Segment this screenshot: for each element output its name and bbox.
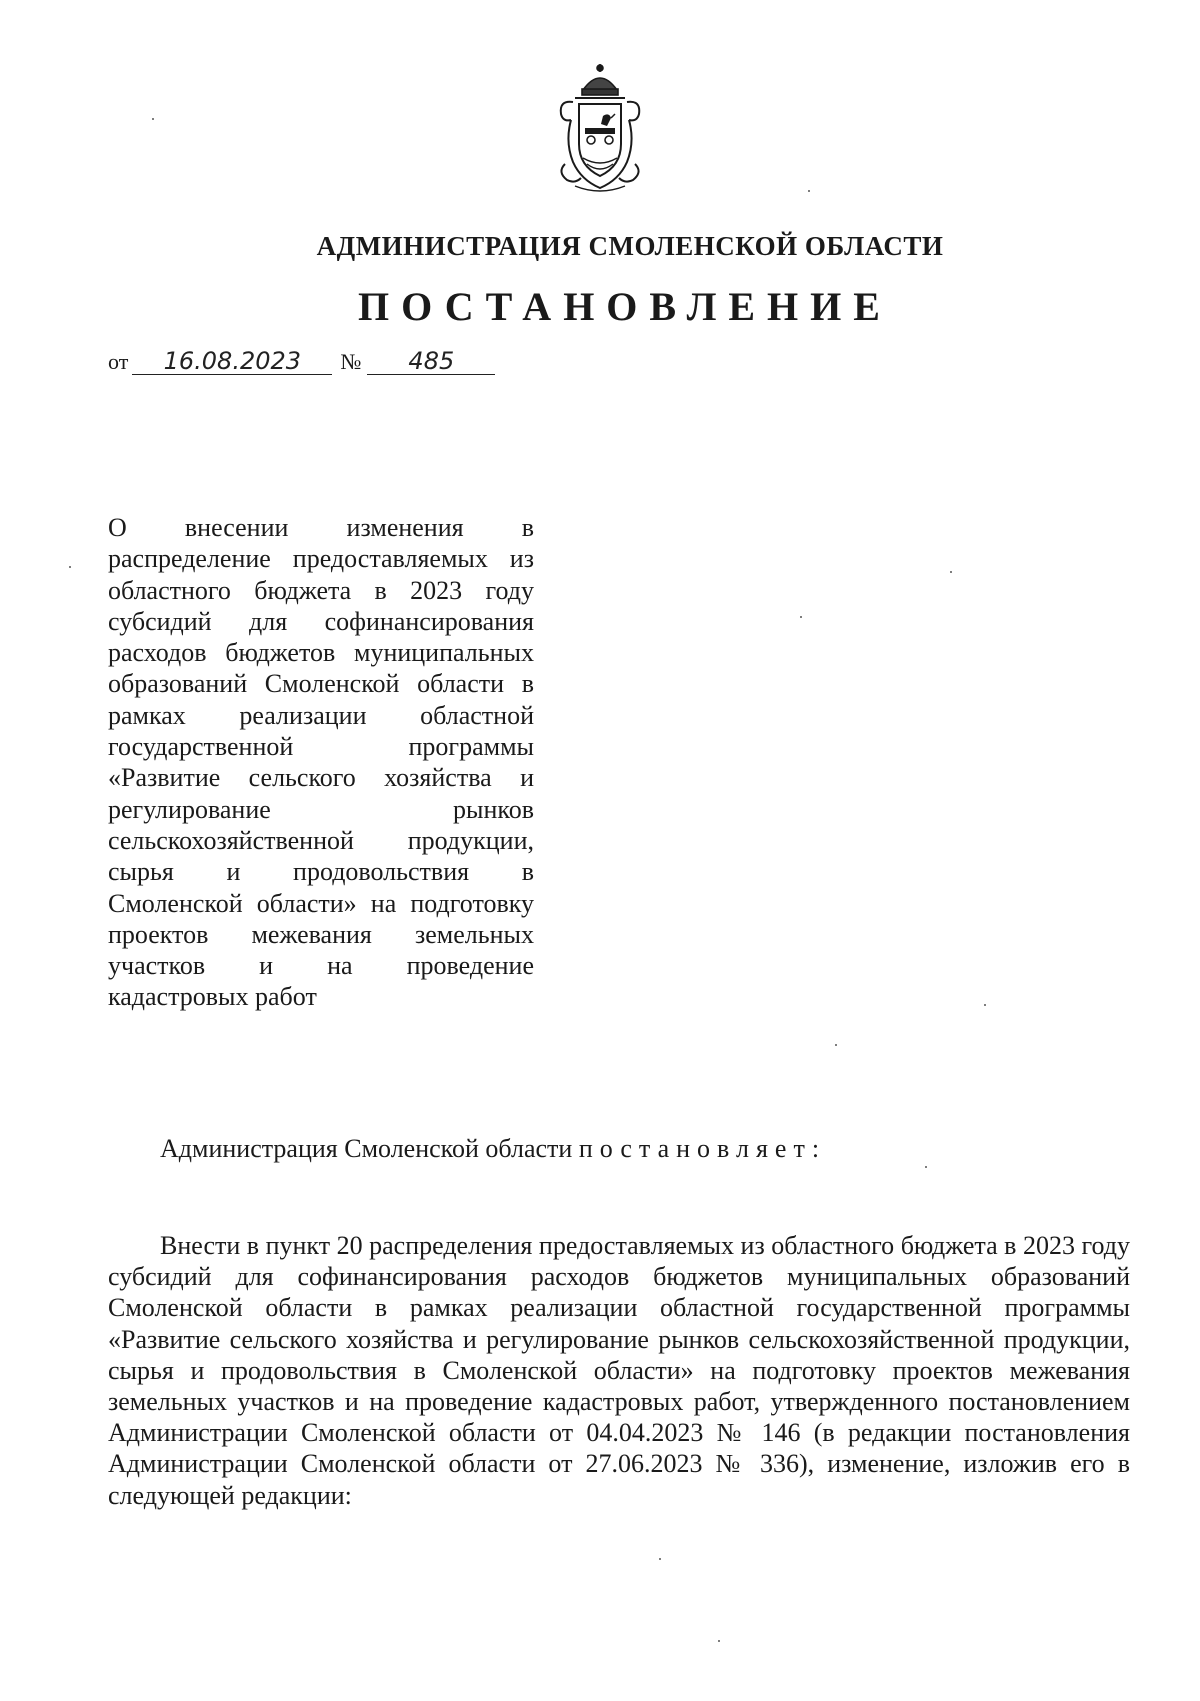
resolution-verb: постановляет: — [578, 1134, 827, 1163]
resolution-line — [160, 1134, 826, 1164]
document-type: ПОСТАНОВЛЕНИЕ — [358, 284, 892, 329]
smolensk-coat-of-arms-icon — [545, 62, 655, 197]
organization-title: АДМИНИСТРАЦИЯ СМОЛЕНСКОЙ ОБЛАСТИ — [316, 231, 944, 261]
scan-speck — [808, 190, 810, 192]
scan-speck — [984, 1004, 986, 1006]
document-date: 16.08.2023 — [132, 348, 332, 375]
scan-speck — [800, 616, 802, 618]
document-number: 485 — [367, 348, 495, 375]
resolution-prefix: Администрация Смоленской области — [160, 1134, 573, 1163]
body-paragraph: Внести в пункт 20 распределения предоставляемых из областного бюджета в 2023 году субсидий для софинансирования расходов бюджетов муниципальных образований Смоленской области в рамках реализации областной государственной программы «Развитие сельского хозяйства и регулирование рынков сельскохозяйственной продукции, сырья и продовольствия в Смоленской области» на подготовку проектов межевания земельных участков и на проведение кадастровых работ, утвержденного постановлением Администрации Смоленской области от 04.04.2023 № 146 (в редакции постановления Администрации Смоленской области от 27.06.2023 № 336), изменение, изложив его в следующей редакции: — [108, 1231, 1130, 1510]
scan-speck — [925, 1166, 927, 1168]
date-prefix: от — [108, 349, 129, 374]
scan-speck — [835, 1044, 837, 1046]
scan-speck — [718, 1640, 720, 1642]
scan-speck — [152, 118, 154, 120]
scan-speck — [659, 1558, 661, 1560]
document-subject: О внесении изменения в распределение предоставляемых из областного бюджета в 2023 году субсидий для софинансирования расходов бюджетов муниципальных образований Смоленской области в рамках реализации областной государственной программы «Развитие сельского хозяйства и регулирование рынков сельскохозяйственной продукции, сырья и продовольствия в Смоленской области» на подготовку проектов межевания земельных участков и на проведение кадастровых работ — [108, 513, 534, 1012]
number-label: № — [340, 349, 362, 374]
scan-speck — [69, 566, 71, 568]
scan-speck — [950, 571, 952, 573]
document-meta — [108, 348, 495, 375]
